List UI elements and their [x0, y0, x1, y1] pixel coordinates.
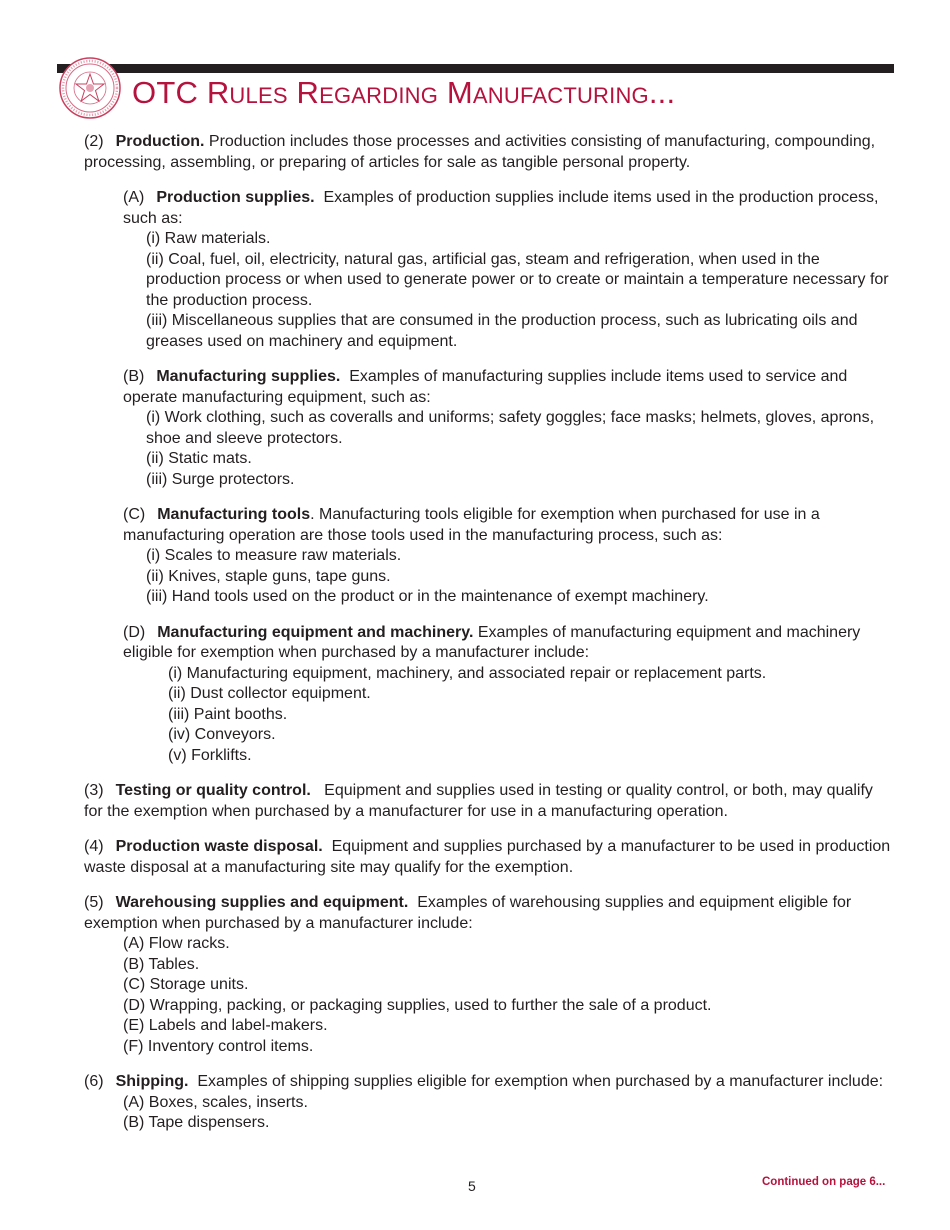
section-number: (6)	[84, 1073, 104, 1090]
section-3	[84, 781, 894, 822]
subsection-2a	[84, 188, 894, 352]
section-heading: Production.	[115, 133, 205, 150]
continued-note: Continued on page 6...	[762, 1176, 886, 1188]
list-item: (B) Tables.	[123, 955, 200, 973]
header-rule	[57, 64, 894, 73]
subsection-2b	[84, 367, 894, 490]
subsection-heading: Manufacturing tools	[157, 506, 311, 523]
item-list	[123, 229, 894, 352]
list-item: (F) Inventory control items.	[123, 1037, 314, 1055]
item-list	[84, 1093, 894, 1134]
list-item: (C) Storage units.	[123, 976, 249, 993]
section-text: Examples of shipping supplies eligible for exemption when purchased by a manufacturer include:	[197, 1073, 884, 1090]
list-item: (ii) Static mats.	[146, 450, 252, 467]
item-list	[123, 664, 894, 767]
subsection-heading: Manufacturing supplies.	[156, 368, 341, 385]
section-heading: Shipping.	[115, 1073, 189, 1090]
section-text: Production includes those processes and activities consisting of manufacturing, compounding, processing, assembling, or preparing of articles for sale as tangible personal property.	[84, 133, 876, 171]
section-text: Equipment and supplies purchased by a manufacturer to be used in production waste disposal at a manufacturing site may qualify for the exemption.	[84, 838, 891, 876]
list-item: (iii) Miscellaneous supplies that are consumed in the production process, such as lubricating oils and greases used on machinery and equipment.	[146, 312, 858, 350]
section-text: Equipment and supplies used in testing or quality control, or both, may qualify for the exemption when purchased by a manufacturer for use in a manufacturing operation.	[84, 782, 873, 820]
list-item: (v) Forklifts.	[168, 746, 252, 764]
list-item: (i) Manufacturing equipment, machinery, and associated repair or replacement parts.	[168, 664, 767, 682]
section-number: (4)	[84, 838, 104, 855]
page-number: 5	[468, 1178, 476, 1194]
list-item: (iii) Hand tools used on the product or in the maintenance of exempt machinery.	[146, 588, 709, 605]
section-heading: Testing or quality control.	[115, 782, 311, 799]
section-number: (2)	[84, 133, 104, 150]
subsection-2c	[84, 505, 894, 608]
item-list	[123, 546, 894, 608]
section-heading: Production waste disposal.	[115, 838, 323, 855]
subsection-text: Examples of manufacturing supplies include items used to service and operate manufacturing equipment, such as:	[123, 368, 848, 406]
list-item: (iv) Conveyors.	[168, 726, 276, 743]
subsection-heading: Production supplies.	[156, 189, 315, 206]
subsection-heading: Manufacturing equipment and machinery.	[157, 623, 474, 641]
list-item: (ii) Coal, fuel, oil, electricity, natural gas, artificial gas, steam and refrigeration, when used in the production process or when used to generate power or to create or maintain a temperature necessary for the production process.	[146, 250, 889, 309]
list-item: (i) Raw materials.	[146, 230, 271, 247]
list-item: (B) Tape dispensers.	[123, 1114, 270, 1131]
list-item: (iii) Surge protectors.	[146, 470, 295, 488]
subsection-number: (A)	[123, 189, 145, 206]
subsection-number: (C)	[123, 506, 146, 523]
list-item: (E) Labels and label-makers.	[123, 1017, 328, 1034]
list-item: (D) Wrapping, packing, or packaging supplies, used to further the sale of a product.	[123, 996, 712, 1014]
list-item: (iii) Paint booths.	[168, 705, 288, 723]
list-item: (i) Scales to measure raw materials.	[146, 547, 402, 564]
subsection-2d	[84, 623, 894, 767]
subsection-text: Examples of manufacturing equipment and machinery eligible for exemption when purchased by a manufacturer include:	[123, 623, 861, 661]
item-list	[123, 408, 894, 490]
section-6	[84, 1072, 894, 1134]
section-number: (3)	[84, 782, 104, 799]
state-seal-icon	[59, 57, 121, 119]
section-5	[84, 893, 894, 1057]
section-number: (5)	[84, 894, 104, 911]
list-item: (ii) Dust collector equipment.	[168, 685, 371, 702]
item-list	[84, 934, 894, 1057]
section-2	[84, 132, 894, 173]
subsection-number: (B)	[123, 368, 145, 385]
subsection-number: (D)	[123, 623, 146, 641]
list-item: (ii) Knives, staple guns, tape guns.	[146, 567, 391, 585]
section-4	[84, 837, 894, 878]
page-title: OTC Rules Regarding Manufacturing...	[132, 75, 676, 110]
section-text: Examples of warehousing supplies and equipment eligible for exemption when purchased by a manufacturer include:	[84, 894, 852, 932]
document-body	[84, 132, 894, 1134]
subsection-text: . Manufacturing tools eligible for exemption when purchased for use in a manufacturing operation are those tools used in the manufacturing process, such as:	[123, 506, 820, 544]
list-item: (i) Work clothing, such as coveralls and uniforms; safety goggles; face masks; helmets, gloves, aprons, shoe and sleeve protectors.	[146, 409, 875, 447]
list-item: (A) Boxes, scales, inserts.	[123, 1093, 308, 1111]
section-heading: Warehousing supplies and equipment.	[115, 894, 409, 911]
list-item: (A) Flow racks.	[123, 935, 230, 952]
subsection-text: Examples of production supplies include items used in the production process, such as:	[123, 189, 879, 227]
